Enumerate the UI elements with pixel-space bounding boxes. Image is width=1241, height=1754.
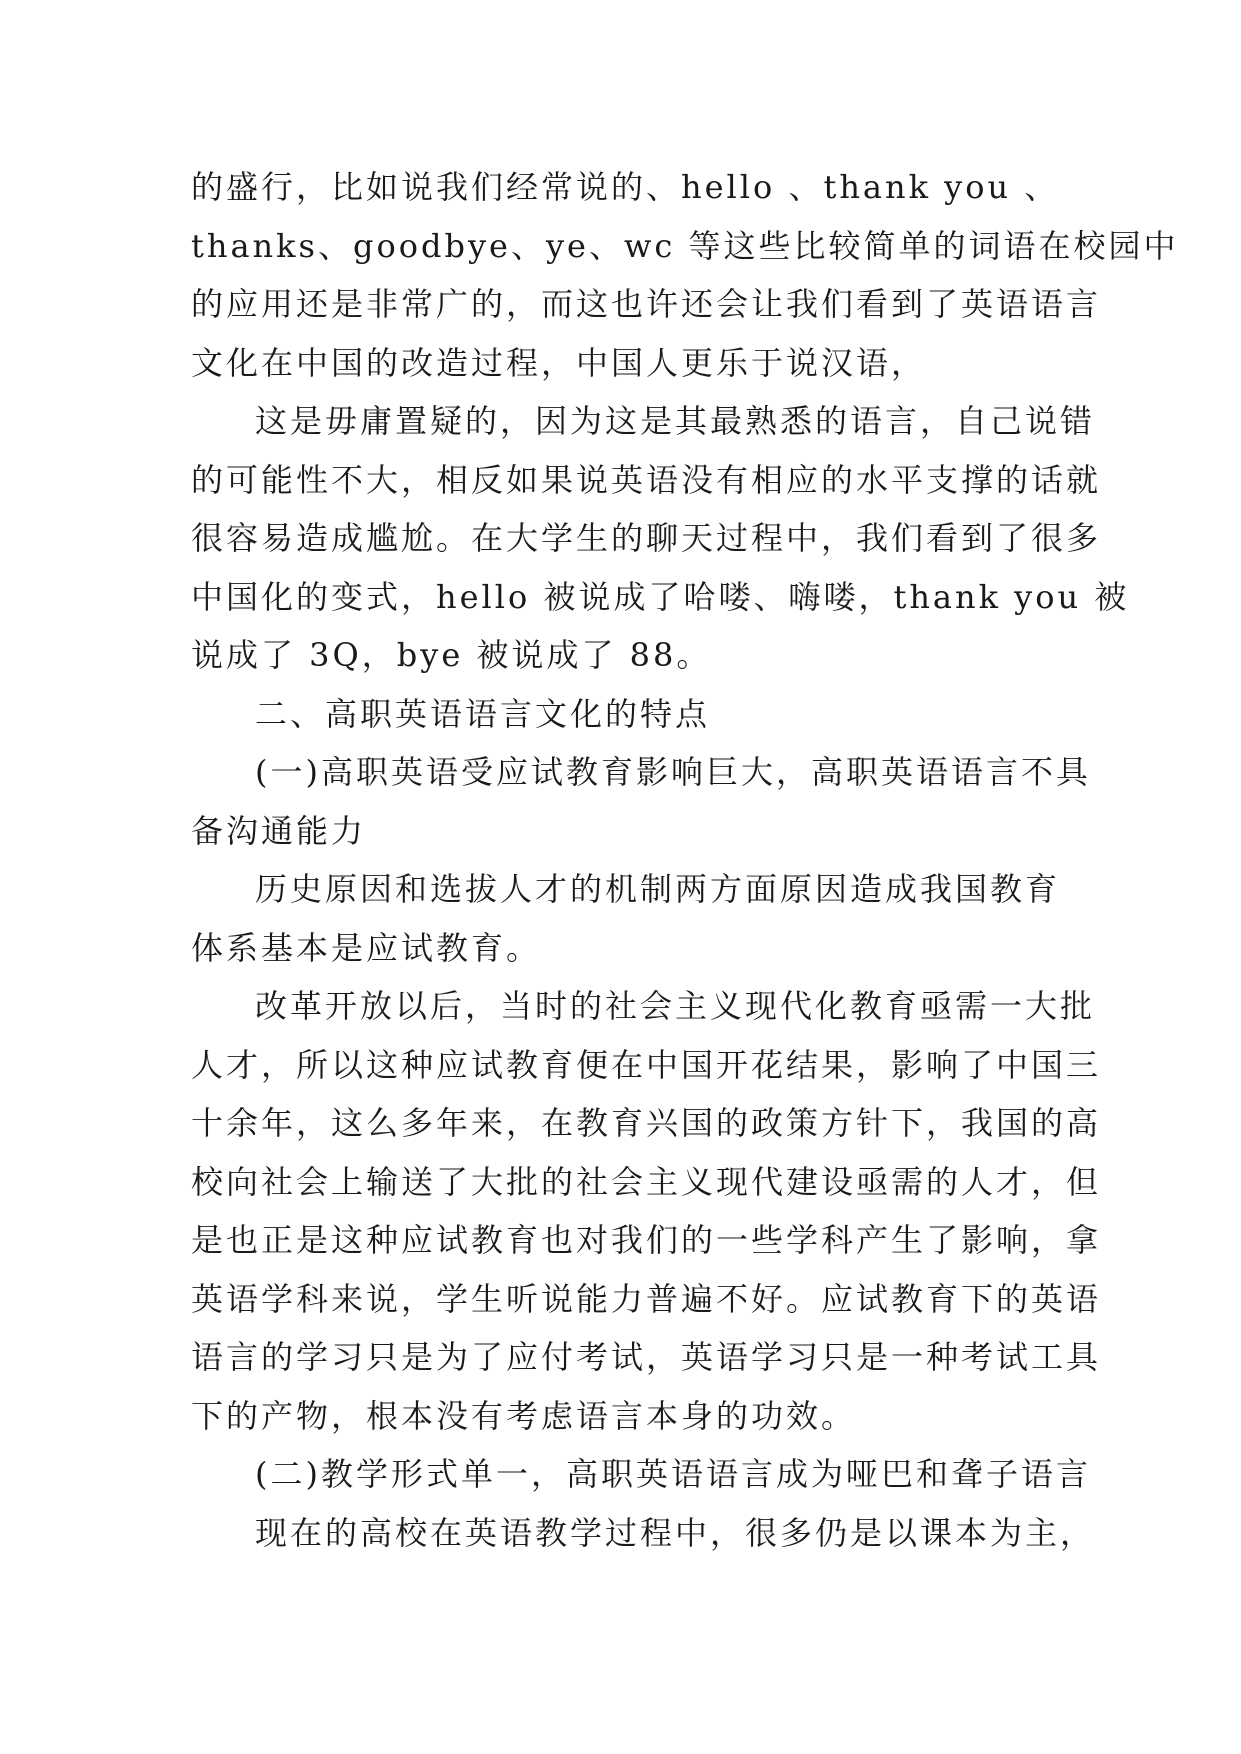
text-line: 说成了 3Q，bye 被说成了 88。 [191,636,712,674]
subsection-heading: 备沟通能力 [191,811,367,850]
text-line: 人才，所以这种应试教育便在中国开花结果，影响了中国三 [191,1045,1102,1084]
body-text [191,158,1179,1562]
section-heading: 二、高职英语语言文化的特点 [255,694,711,733]
text-line: 很容易造成尴尬。在大学生的聊天过程中，我们看到了很多 [191,519,1102,557]
text-line: 改革开放以后，当时的社会主义现代化教育亟需一大批 [255,987,1096,1025]
text-line: 校向社会上输送了大批的社会主义现代建设亟需的人才，但 [191,1162,1102,1201]
text-line: 十余年，这么多年来，在教育兴国的政策方针下，我国的高 [191,1104,1102,1142]
text-line: 英语学科来说，学生听说能力普遍不好。应试教育下的英语 [191,1279,1102,1318]
text-line: 文化在中国的改造过程，中国人更乐于说汉语， [191,343,927,382]
subsection-heading: (一)高职英语受应试教育影响巨大，高职英语语言不具 [255,753,1091,791]
text-line: 历史原因和选拔人才的机制两方面原因造成我国教育 [255,870,1061,908]
text-line: 现在的高校在英语教学过程中，很多仍是以课本为主， [255,1513,1096,1552]
text-line: 的应用还是非常广的，而这也许还会让我们看到了英语语言 [191,285,1102,323]
text-line: 是也正是这种应试教育也对我们的一些学科产生了影响，拿 [191,1221,1102,1259]
text-line: 这是毋庸置疑的，因为这是其最熟悉的语言，自己说错 [255,402,1096,440]
text-line: 中国化的变式，hello 被说成了哈喽、嗨喽，thank you 被 [191,577,1130,616]
text-line: thanks、goodbye、ye、wc 等这些比较简单的词语在校园中 [191,226,1179,265]
text-line: 体系基本是应试教育。 [191,928,542,967]
text-line: 下的产物，根本没有考虑语言本身的功效。 [191,1396,857,1435]
text-line: 的可能性不大，相反如果说英语没有相应的水平支撑的话就 [191,460,1102,499]
text-line: 的盛行，比如说我们经常说的、hello 、thank you 、 [191,168,1060,206]
text-line: 语言的学习只是为了应付考试，英语学习只是一种考试工具 [191,1338,1102,1376]
subsection-heading: (二)教学形式单一，高职英语语言成为哑巴和聋子语言 [255,1455,1091,1493]
